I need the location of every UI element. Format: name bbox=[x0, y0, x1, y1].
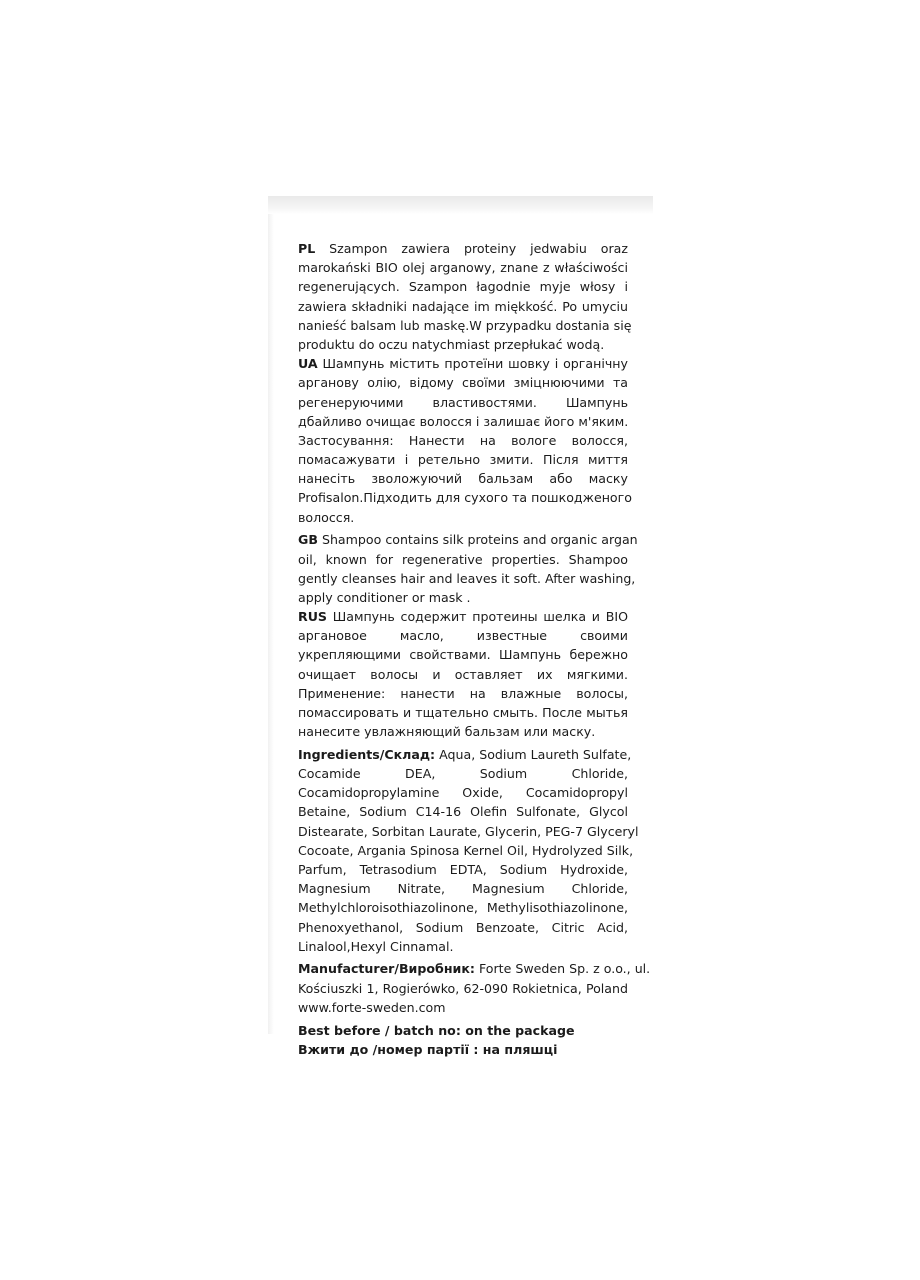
text-line bbox=[298, 1040, 628, 1059]
section-label: Manufacturer/Виробник: bbox=[298, 961, 475, 977]
section-label: PL bbox=[298, 241, 316, 256]
line-text: Cocoate, Argania Spinosa Kernel Oil, Hydrolyzed Silk, bbox=[298, 842, 634, 858]
text-line bbox=[298, 488, 632, 507]
text-line bbox=[298, 937, 628, 956]
text-line bbox=[298, 588, 628, 607]
text-line bbox=[298, 802, 628, 821]
line-text: Methylchloroisothiazolinone, Methylisothiazolinone, bbox=[298, 900, 628, 916]
line-text: Magnesium Nitrate, Magnesium Chloride, bbox=[298, 881, 628, 897]
label-left-edge bbox=[268, 214, 274, 1034]
section-label: GB bbox=[298, 532, 318, 548]
text-line bbox=[298, 898, 628, 917]
line-text: регенеруючими властивостями. Шампунь bbox=[298, 394, 628, 410]
text-line bbox=[298, 393, 628, 412]
line-text: zawiera składniki nadające im miękkość. Po umyciu bbox=[298, 298, 628, 314]
label-top-edge bbox=[268, 196, 653, 214]
section-manufacturer bbox=[298, 959, 651, 1017]
line-text: Cocamidopropylamine Oxide, Cocamidopropyl bbox=[298, 785, 628, 801]
line-text: marokański BIO olej arganowy, znane z właściwości bbox=[298, 260, 628, 276]
text-line bbox=[298, 297, 628, 316]
text-line bbox=[298, 277, 628, 296]
line-text: аргановое масло, известные своими bbox=[298, 628, 628, 644]
text-line bbox=[298, 822, 639, 841]
line-text: укрепляющими свойствами. Шампунь бережно bbox=[298, 647, 628, 663]
line-text: Shampoo contains silk proteins and organic argan bbox=[321, 532, 638, 548]
line-text: produktu do oczu natychmiast przepłukać wodą. bbox=[298, 336, 605, 352]
line-text: Kościuszki 1, Rogierówko, 62-090 Rokietnica, Poland bbox=[298, 980, 628, 996]
text-line bbox=[298, 412, 628, 431]
line-text: www.forte-sweden.com bbox=[298, 999, 446, 1015]
text-line bbox=[298, 764, 628, 783]
line-text: Parfum, Tetrasodium EDTA, Sodium Hydroxide, bbox=[298, 862, 628, 877]
text-line bbox=[298, 508, 628, 527]
text-line bbox=[298, 665, 628, 684]
text-line bbox=[298, 703, 628, 722]
line-text: apply conditioner or mask . bbox=[298, 589, 471, 605]
section-pl bbox=[298, 239, 632, 354]
text-line bbox=[298, 979, 628, 998]
line-text: нанесите увлажняющий бальзам или маску. bbox=[298, 724, 596, 740]
text-line bbox=[298, 745, 632, 764]
text-line bbox=[298, 450, 628, 469]
line-text: Шампунь содержит протеины шелка и BIO bbox=[332, 609, 628, 625]
line-text: Применение: нанести на влажные волосы, bbox=[298, 685, 628, 701]
section-label: Ingredients/Склад: bbox=[298, 746, 436, 762]
line-text: nanieść balsam lub maskę.W przypadku dostania się bbox=[298, 317, 632, 333]
text-line bbox=[298, 607, 628, 626]
line-text: Szampon zawiera proteiny jedwabiu oraz bbox=[329, 241, 628, 256]
line-text: дбайливо очищає волосся і залишає його м'яким. bbox=[298, 413, 629, 429]
text-line bbox=[298, 841, 634, 860]
section-ua bbox=[298, 354, 632, 527]
text-line bbox=[298, 354, 628, 373]
text-line bbox=[298, 959, 651, 978]
line-text: Застосування: Нанести на вологе волосся, bbox=[298, 432, 628, 448]
line-text: regenerujących. Szampon łagodnie myje włosy i bbox=[298, 279, 628, 295]
line-text: нанесіть зволожуючий бальзам або маску bbox=[298, 471, 628, 487]
text-line bbox=[298, 783, 628, 802]
line-text: Betaine, Sodium C14-16 Olefin Sulfonate, Glycol bbox=[298, 804, 628, 820]
section-ingredients bbox=[298, 745, 639, 956]
line-text: Best before / batch no: on the package bbox=[298, 1022, 575, 1038]
line-text: Aqua, Sodium Laureth Sulfate, bbox=[439, 746, 632, 762]
line-text: Forte Sweden Sp. z o.o., ul. bbox=[478, 961, 651, 977]
line-text: помассировать и тщательно смыть. После мытья bbox=[298, 705, 628, 720]
line-text: волосся. bbox=[298, 509, 355, 525]
line-text: Вжити до /номер партії : на пляшці bbox=[298, 1041, 558, 1057]
line-text: Profisalon.Підходить для сухого та пошкодженого bbox=[298, 490, 632, 506]
text-line bbox=[298, 998, 628, 1017]
text-line bbox=[298, 569, 636, 588]
text-line bbox=[298, 918, 628, 937]
line-text: арганову олію, відому своїми зміцнюючими та bbox=[298, 375, 628, 391]
text-line bbox=[298, 373, 628, 392]
section-best-before bbox=[298, 1021, 628, 1059]
text-line bbox=[298, 469, 628, 488]
text-line bbox=[298, 626, 628, 645]
line-text: Cocamide DEA, Sodium Chloride, bbox=[298, 766, 628, 782]
section-rus bbox=[298, 607, 628, 741]
text-line bbox=[298, 316, 632, 335]
text-line bbox=[298, 550, 628, 569]
section-label: UA bbox=[298, 356, 318, 372]
section-label: RUS bbox=[298, 609, 327, 625]
text-line bbox=[298, 335, 628, 354]
text-line bbox=[298, 722, 628, 741]
text-line bbox=[298, 684, 628, 703]
line-text: gently cleanses hair and leaves it soft. After washing, bbox=[298, 570, 636, 586]
product-label-text bbox=[298, 239, 651, 1059]
text-line bbox=[298, 645, 628, 664]
line-text: помасажувати і ретельно змити. Після миття bbox=[298, 452, 628, 468]
line-text: очищает волосы и оставляет их мягкими. bbox=[298, 666, 628, 682]
text-line bbox=[298, 860, 628, 879]
line-text: Phenoxyethanol, Sodium Benzoate, Citric Acid, bbox=[298, 919, 628, 935]
line-text: Distearate, Sorbitan Laurate, Glycerin, PEG-7 Glyceryl bbox=[298, 823, 639, 839]
section-gb bbox=[298, 530, 638, 607]
text-line bbox=[298, 879, 628, 898]
text-line bbox=[298, 530, 638, 549]
line-text: oil, known for regenerative properties. Shampoo bbox=[298, 551, 628, 567]
text-line bbox=[298, 431, 628, 450]
text-line bbox=[298, 258, 628, 277]
line-text: Шампунь містить протеїни шовку і органічну bbox=[322, 356, 628, 372]
line-text: Linalool,Hexyl Cinnamal. bbox=[298, 938, 454, 954]
text-line bbox=[298, 1021, 628, 1040]
text-line bbox=[298, 239, 628, 258]
